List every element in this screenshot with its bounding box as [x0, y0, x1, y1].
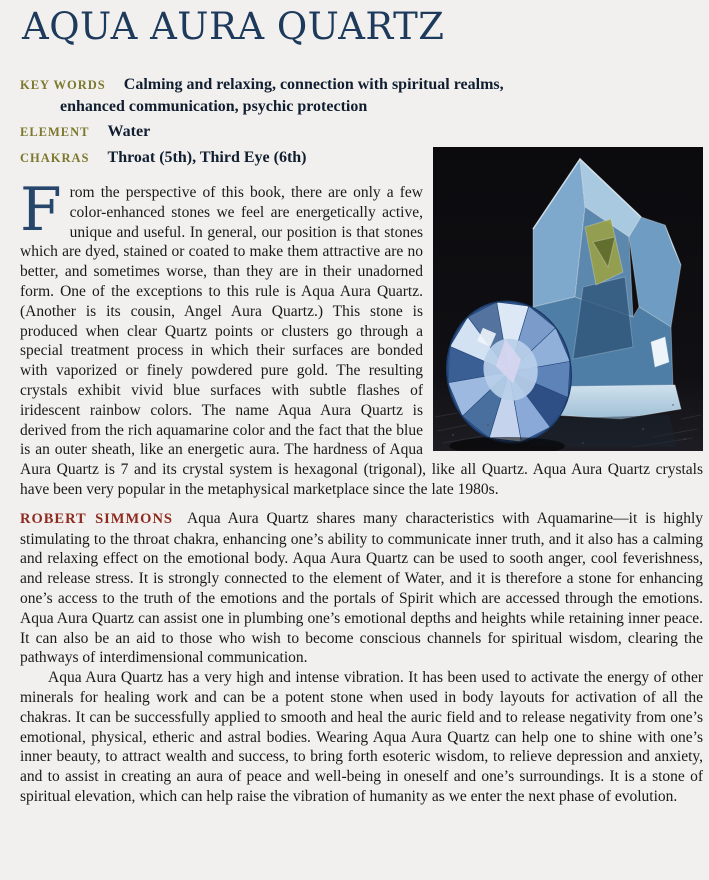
element-value: Water	[107, 123, 151, 140]
key-words-label: KEY WORDS	[20, 78, 106, 92]
element-label: ELEMENT	[20, 125, 90, 139]
robert-simmons-label: ROBERT SIMMONS	[20, 510, 173, 527]
robert-simmons-text-2: Aqua Aura Quartz has a very high and intense vibration. It has been used to activate the energy of other minerals for healing work and can be a potent stone when used in body layouts for activation of all the chakras. It can be successfully applied to smooth and heal the auric field and to release negativity from one’s emotional, physical, etheric and astral bodies. Wearing Aqua Aura Quartz can help one to shine with one’s inner beauty, to attract wealth and success, to bring forth esoteric wisdom, to relieve depression and anxiety, and to assist in creating an aura of peace and well-being in oneself and one’s surroundings. It is a stone of spiritual elevation, which can help raise the vibration of humanity as we enter the next phase of evolution.	[20, 669, 703, 805]
crystal-photo	[433, 147, 703, 451]
crystal-photo-illustration	[433, 147, 703, 451]
element-row	[20, 121, 703, 143]
chakras-label: CHAKRAS	[20, 151, 90, 165]
robert-simmons-paragraph	[20, 509, 703, 668]
robert-simmons-paragraph-2	[20, 668, 703, 807]
key-words-row	[20, 74, 522, 117]
page-title: AQUA AURA QUARTZ	[22, 5, 445, 48]
meta-section	[20, 74, 703, 143]
chakras-value: Throat (5th), Third Eye (6th)	[107, 149, 307, 166]
drop-cap: F	[20, 175, 62, 245]
robert-simmons-text-1: Aqua Aura Quartz shares many characteristics with Aquamarine—it is highly stimulating to the throat chakra, enhancing one’s ability to communicate inner truth, and it also has a calming and relaxing effect on the emotional body. Aqua Aura Quartz can be used to sooth anger, cool feverishness, and release stress. It is strongly connected to the element of Water, and it is therefore a stone for enhancing one’s access to the truth of the emotions and the portals of Spirit which are accessed through the emotions. Aqua Aura Quartz can assist one in plumbing one’s emotional depths and heights while retaining inner peace. It can also be an aid to those who wish to become conscious channels for spiritual wisdom, clearing the pathways of interdimensional communication.	[20, 509, 704, 667]
key-words-value: Calming and relaxing, connection with spiritual realms, enhanced communication, psychic protection	[60, 76, 504, 115]
intro-text: rom the perspective of this book, there are only a few color-enhanced stones we feel are energetically active, unique and useful. In general, our position is that stones which are dyed, stained or coated to make them attractive are no better, and sometimes worse, than they are in their unadorned form. One of the exceptions to this rule is Aqua Aura Quartz. (Another is its cousin, Angel Aura Quartz.) This stone is produced when clear Quartz points or clusters go through a special treatment process in which their surfaces are bonded with vaporized or finely powdered pure gold. The resulting crystals exhibit vivid blue surfaces with subtle flashes of iridescent rainbow colors. The name Aqua Aura Quartz is derived from the rich aquamarine color and the fact that the blue is an outer sheath, like an energetic aura. The hardness of Aqua Aura Quartz is 7 and its crystal system is hexagonal (trigonal), like all Quartz. Aqua Aura Quartz crystals have been very popular in the metaphysical marketplace since the late 1980s.	[20, 184, 703, 498]
article-body	[20, 147, 703, 807]
